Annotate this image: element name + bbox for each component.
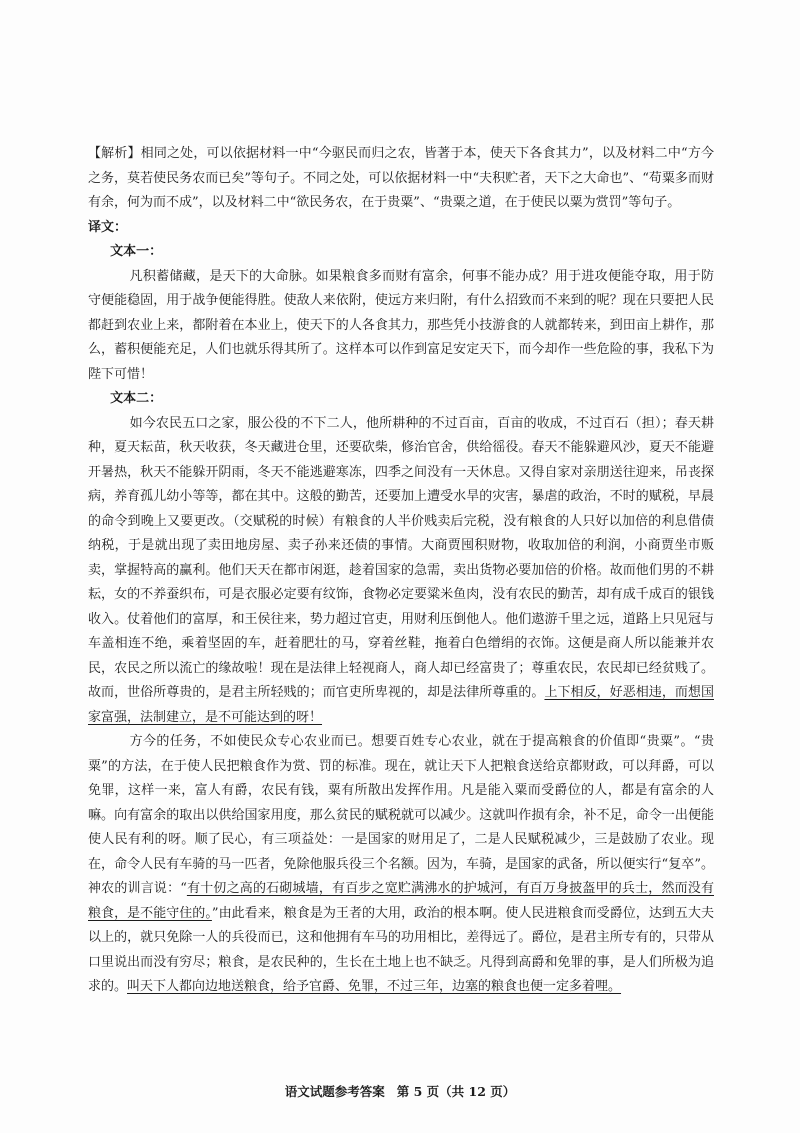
page-footer bbox=[0, 1082, 800, 1102]
footer-page-number: 第 5 页（共 12 页） bbox=[396, 1084, 516, 1099]
text2-paragraph-2 bbox=[88, 730, 714, 1000]
text2-p2-underlined-sentence: 叫天下人都向边地送粮食，给予官爵、免罪，不过三年，边塞的粮食也便一定多着哩。 bbox=[127, 979, 622, 994]
text2-p2-underlined-quote: 有十仞之高的石砌城墙，有百步之宽贮满沸水的护城河，有百万身披盔甲的兵士，然而没有粮食，是不能守住的。 bbox=[88, 881, 714, 921]
text2-paragraph-1 bbox=[88, 412, 714, 731]
text2-heading: 文本二： bbox=[110, 391, 163, 406]
footer-title: 语文试题参考答案 bbox=[284, 1084, 385, 1099]
text1-heading: 文本一： bbox=[110, 244, 163, 259]
text2-p1-underlined-sentence: 上下相反，好恶相违，而想国家富强，法制建立，是不可能达到的呀！ bbox=[88, 685, 714, 725]
analysis-paragraph: 【解析】相同之处，可以依据材料一中“今驱民而归之农，皆著于本，使天下各食其力”，以及材料二中“方今之务，莫若使民务农而已矣”等句子。不同之处，可以依据材料一中“夫积贮者，天下之大命也”、“苟粟多而财有余，何为而不成”，以及材料二中“欲民务农，在于贵粟”、“贵粟之道，在于使民以粟为赏罚”等句子。 bbox=[88, 146, 714, 210]
text2-p1-text: 如今农民五口之家，服公役的不下二人，他所耕种的不过百亩，百亩的收成，不过百石（担）；春天耕种，夏天耘苗，秋天收获，冬天藏进仓里，还要砍柴，修治官舍，供给徭役。春天不能躲避风沙，夏天不能避开暑热，秋天不能躲开阴雨，冬天不能逃避寒冻，四季之间没有一天休息。又得自家对亲朋送往迎来，吊丧探病，养育孤儿幼小等等，都在其中。这般的勤苦，还要加上遭受水旱的灾害，暴虐的政治，不时的赋税，早晨的命令到晚上又要更改。（交赋税的时候）有粮食的人半价贱卖后完税，没有粮食的人只好以加倍的利息借债纳税，于是就出现了卖田地房屋、卖子孙来还债的事情。大商贾囤积财物，收取加倍的利润，小商贾坐市贩卖，掌握特高的赢利。他们天天在都市闲逛，趁着国家的急需，卖出货物必要加倍的价格。故而他们男的不耕耘，女的不养蚕织布，可是衣服必定要有纹饰，食物必定要粱米鱼肉，没有农民的勤苦，却有成千成百的银钱收入。仗着他们的富厚，和王侯往来，势力超过官吏，用财利压倒他人。他们遨游千里之远，道路上只见冠与车盖相连不绝，乘着坚固的车，赶着肥壮的马，穿着丝鞋，拖着白色缯绢的衣饰。这便是商人所以能兼并农民，农民之所以流亡的缘故啦！现在是法律上轻视商人，商人却已经富贵了；尊重农民，农民却已经贫贱了。故而，世俗所尊贵的，是君主所轻贱的；而官吏所卑视的，却是法律所尊重的。 bbox=[88, 415, 714, 700]
text2-p2-text-2: ”由此看来，粮食是为王者的大用，政治的根本啊。使人民进粮食而受爵位，达到五大夫以上的，就只免除一人的兵役而已，这和他拥有车马的功用相比，差得远了。爵位，是君主所专有的，只带从口里说出而没有穷尽；粮食，是农民种的，生长在土地上也不缺乏。凡得到高爵和免罪的事，是人们所极为追求的。 bbox=[88, 905, 714, 994]
document-body bbox=[88, 142, 714, 1072]
translation-heading: 译文： bbox=[88, 219, 128, 235]
text1-paragraph: 凡积蓄储藏，是天下的大命脉。如果粮食多而财有富余，何事不能办成？用于进攻便能夺取，用于防守便能稳固，用于战争便能得胜。使敌人来依附，使远方来归附，有什么招致而不来到的呢？现在只要把人民都赶到农业上来，都附着在本业上，使天下的人各食其力，那些凭小技游食的人就都转来，到田亩上耕作，那么，蓄积便能充足，人们也就乐得其所了。这样本可以作到富足安定天下，而今却作一些危险的事，我私下为陛下可惜！ bbox=[88, 268, 714, 382]
text2-p2-text-1: 方今的任务，不如使民众专心农业而已。想要百姓专心农业，就在于提高粮食的价值即“贵粟”。“贵粟”的方法，在于使人民把粮食作为赏、罚的标准。现在，就让天下人把粮食送给京都财政，可以拜爵，可以免罪，这样一来，富人有爵，农民有钱，粟有所散出发挥作用。凡是能入粟而受爵位的人，都是有富余的人嘛。向有富余的取出以供给国家用度，那么贫民的赋税就可以减少。这就叫作损有余，补不足，命令一出便能使人民有利的呀。顺了民心，有三项益处：一是国家的财用足了，二是人民赋税减少，三是鼓励了农业。现在，命令人民有车骑的马一匹者，免除他服兵役三个名额。因为，车骑，是国家的武备，所以便实行“复卒”。神农的训言说：“ bbox=[88, 734, 714, 896]
